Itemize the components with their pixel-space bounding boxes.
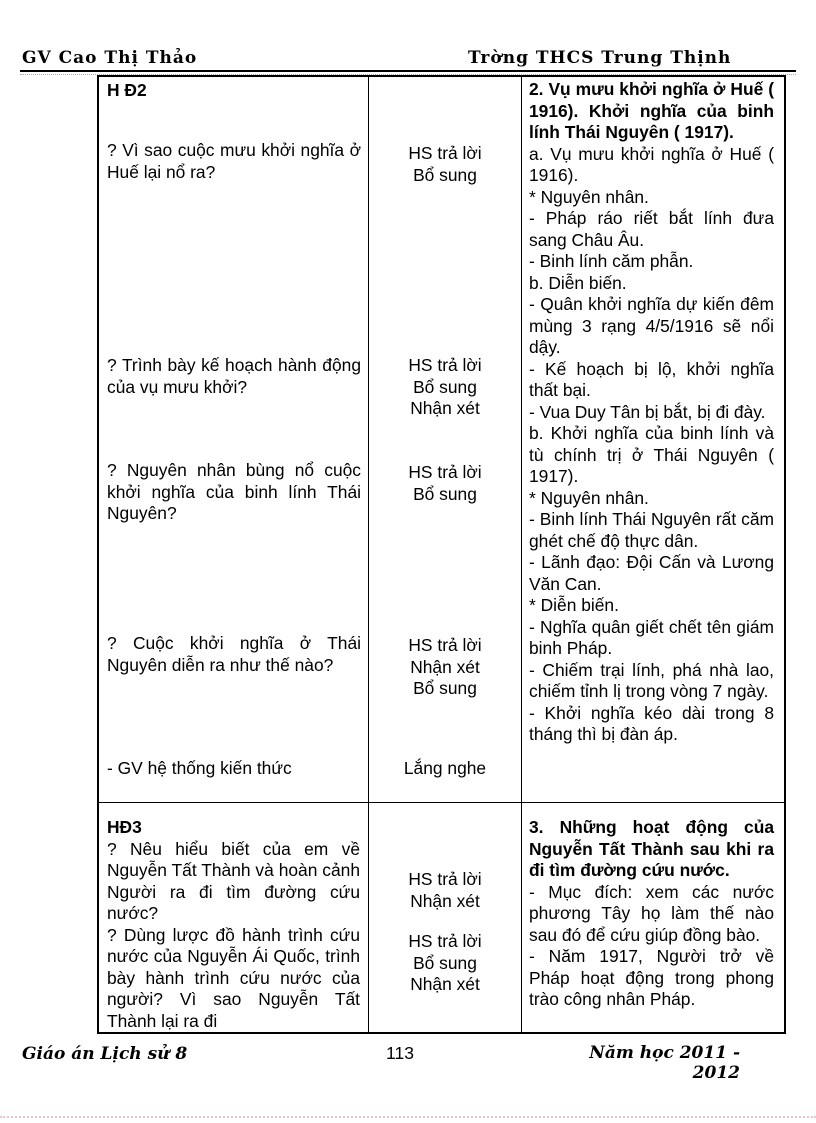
hd2-response-5: Lắng nghe xyxy=(403,758,487,778)
header-rule xyxy=(20,70,796,72)
hd2-teacher-column xyxy=(99,77,369,802)
hd2-activity-title: H Đ2 xyxy=(107,80,147,100)
hd2-content-para: - Pháp ráo riết bắt lính đưa sang Châu Âu. xyxy=(529,208,774,250)
hd2-content-para: - Lãnh đạo: Đội Cấn và Lương Văn Can. xyxy=(529,552,774,594)
hd2-content-para: - Khởi nghĩa kéo dài trong 8 tháng thì bị đàn áp. xyxy=(529,702,774,744)
hd2-content-para: a. Vụ mưu khởi nghĩa ở Huế ( 1916). xyxy=(529,143,774,185)
hd2-content-para: * Nguyên nhân. xyxy=(529,186,649,207)
hd3-content-column xyxy=(522,803,784,1032)
hd3-activity-title: HĐ3 xyxy=(107,817,142,837)
hd2-question-3: ? Nguyên nhân bùng nổ cuộc khởi nghĩa của binh lính Thái Nguyên? xyxy=(107,460,361,523)
hd2-content-para: * Diễn biến. xyxy=(529,595,619,615)
table-row-hd3 xyxy=(99,803,784,1032)
hd2-content-para: * Nguyên nhân. xyxy=(529,487,649,508)
footer-page-number: 113 xyxy=(386,1043,414,1063)
hd2-content-para: b. Khởi nghĩa của binh lính và tù chính trị ở Thái Nguyên ( 1917). xyxy=(529,423,774,486)
hd2-content-para: - Quân khởi nghĩa dự kiến đêm mùng 3 rạng 4/5/1916 sẽ nổi dậy. xyxy=(529,294,774,357)
footer-school-year: Năm học 2011 - 2012 xyxy=(589,1043,740,1083)
hd2-content-para: - Chiếm trại lính, phá nhà lao, chiếm tỉnh lị trong vòng 7 ngày. xyxy=(529,659,774,701)
hd3-teacher-column xyxy=(99,803,369,1032)
hd2-question-1: ? Vì sao cuộc mưu khởi nghĩa ở Huế lại nổ ra? xyxy=(107,140,361,182)
hd3-response-2: HS trả lời Bổ sung Nhận xét xyxy=(408,931,482,994)
hd2-response-1: HS trả lời Bổ sung xyxy=(408,143,482,185)
hd2-response-2: HS trả lời Bổ sung Nhận xét xyxy=(408,355,482,418)
hd3-content-para: - Mục đích: xem các nước phương Tây họ làm thế nào sau đó để cứu giúp đồng bào. xyxy=(529,881,774,945)
hd3-question-1: ? Nêu hiểu biết của em về Nguyễn Tất Thành và hoàn cảnh Người ra đi tìm đường cứu nước? xyxy=(107,838,360,923)
hd2-content-para: - Nghĩa quân giết chết tên giám binh Pháp. xyxy=(529,616,774,658)
hd3-question-2: ? Dùng lược đồ hành trình cứu nước của Nguyễn Ái Quốc, trình bày hành trình cứu nước của người? Vì sao Nguyễn Tất Thành lại ra đi xyxy=(107,924,360,1031)
page-bottom-dotted-rule xyxy=(0,1116,816,1118)
hd2-response-4: HS trả lời Nhận xét Bổ sung xyxy=(408,635,482,698)
hd3-content-heading: 3. Những hoạt động của Nguyễn Tất Thành sau khi ra đi tìm đường cứu nước. xyxy=(529,817,774,880)
hd2-teacher-note: - GV hệ thống kiến thức xyxy=(107,758,292,778)
hd2-question-4: ? Cuộc khởi nghĩa ở Thái Nguyên diễn ra như thế nào? xyxy=(107,633,361,675)
table-row-hd2 xyxy=(99,77,784,803)
footer-document-title: Giáo án Lịch sử 8 xyxy=(22,1044,188,1064)
hd2-student-column xyxy=(369,77,522,802)
hd3-content-para: - Năm 1917, Người trở về Pháp hoạt động trong phong trào công nhân Pháp. xyxy=(529,946,774,1009)
hd2-content-para: - Binh lính Thái Nguyên rất căm ghét chế độ thực dân. xyxy=(529,509,774,551)
hd3-response-1: HS trả lời Nhận xét xyxy=(408,869,482,911)
lesson-activity-table xyxy=(97,75,786,1034)
hd2-content-para: - Vua Duy Tân bị bắt, bị đi đày. xyxy=(529,401,766,422)
header-teacher-name: GV Cao Thị Thảo xyxy=(22,48,198,68)
hd2-content-para: - Kế hoạch bị lộ, khởi nghĩa thất bại. xyxy=(529,358,774,400)
hd2-content-para: - Binh lính căm phẫn. xyxy=(529,251,694,271)
hd2-content-para: b. Diễn biến. xyxy=(529,272,627,293)
header-school-name: Trờng THCS Trung Thịnh xyxy=(468,48,732,68)
hd2-response-3: HS trả lời Bổ sung xyxy=(408,462,482,504)
hd2-question-2: ? Trình bày kế hoạch hành động của vụ mưu khởi? xyxy=(107,355,361,397)
hd3-student-column xyxy=(369,803,522,1032)
hd2-content-column xyxy=(522,77,784,802)
hd2-content-heading: 2. Vụ mưu khởi nghĩa ở Huế ( 1916). Khởi nghĩa của binh lính Thái Nguyên ( 1917). xyxy=(529,79,774,142)
